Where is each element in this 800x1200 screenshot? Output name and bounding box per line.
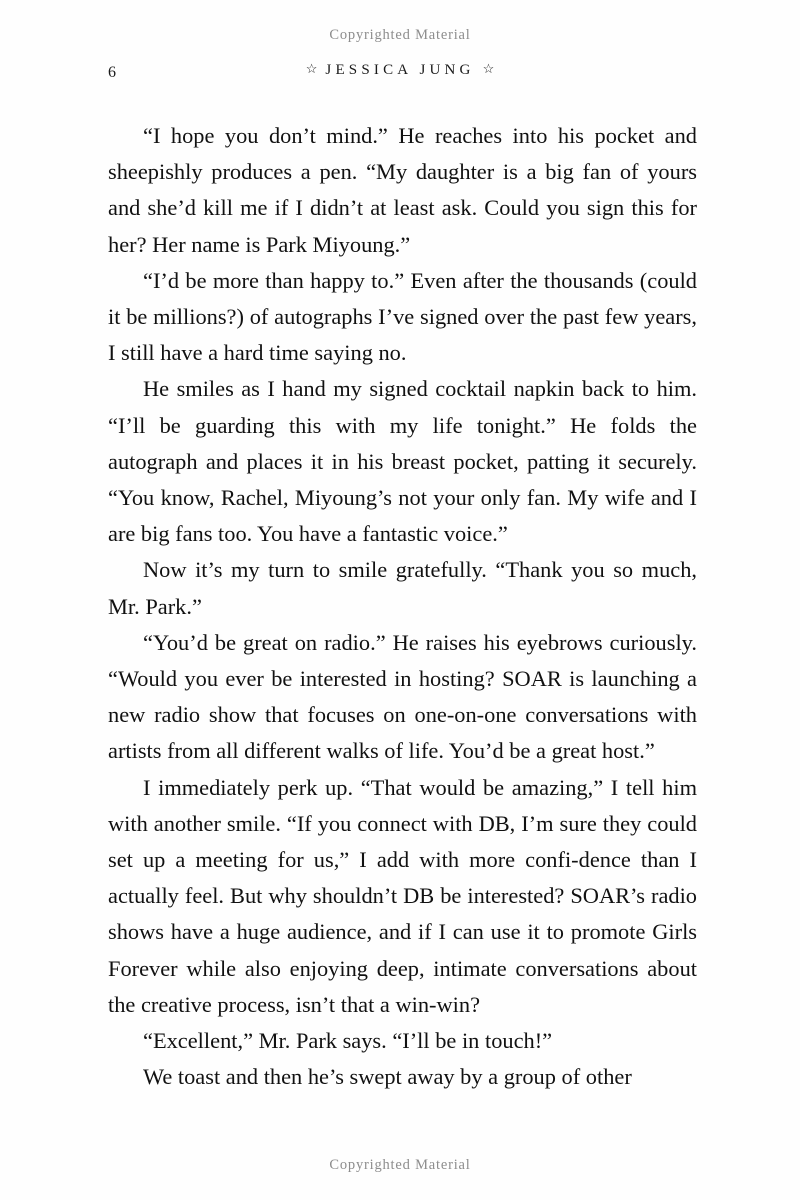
paragraph: He smiles as I hand my signed cocktail napkin back to him. “I’ll be guarding this with my life tonight.” He folds the autograph and places it in his breast pocket, patting it securely. “You know, Rachel, Miyoung’s not your only fan. My wife and I are big fans too. You have a fantastic voice.” — [108, 376, 697, 547]
copyright-watermark-bottom: Copyrighted Material — [329, 1157, 471, 1173]
star-ornament-left-icon: ☆ — [305, 61, 318, 76]
author-name: JESSICA JUNG — [325, 62, 475, 78]
author-running-title — [108, 62, 692, 79]
star-ornament-right-icon: ☆ — [482, 61, 495, 76]
running-head — [108, 62, 692, 86]
copyright-watermark-top: Copyrighted Material — [329, 27, 471, 43]
page-number: 6 — [108, 64, 116, 81]
paragraph: I immediately perk up. “That would be amazing,” I tell him with another smile. “If you connect with DB, I’m sure they could set up a meeting for us,” I add with more confi-dence than I actually feel. But why shouldn’t DB be interested? SOAR’s radio shows have a huge audience, and if I can use it to promote Girls Forever while also enjoying deep, intimate conversations about the creative process, isn’t that a win-win? — [108, 774, 697, 1017]
paragraph: We toast and then he’s swept away by a group of other — [143, 1064, 632, 1090]
paragraph: “You’d be great on radio.” He raises his eyebrows curiously. “Would you ever be interested in hosting? SOAR is launching a new radio show that focuses on one-on-one conversations with artists from all different walks of life. You’d be a great host.” — [108, 629, 697, 764]
paragraph: “Excellent,” Mr. Park says. “I’ll be in touch!” — [143, 1028, 553, 1054]
paragraph: Now it’s my turn to smile gratefully. “Thank you so much, Mr. Park.” — [108, 557, 697, 619]
paragraph: “I hope you don’t mind.” He reaches into his pocket and sheepishly produces a pen. “My daughter is a big fan of yours and she’d kill me if I didn’t at least ask. Could you sign this for her? Her name is Park Miyoung.” — [108, 123, 697, 257]
paragraph: “I’d be more than happy to.” Even after the thousands (could it be millions?) of autographs I’ve signed over the past few years, I still have a hard time saying no. — [108, 267, 697, 366]
body-text — [108, 118, 697, 1095]
